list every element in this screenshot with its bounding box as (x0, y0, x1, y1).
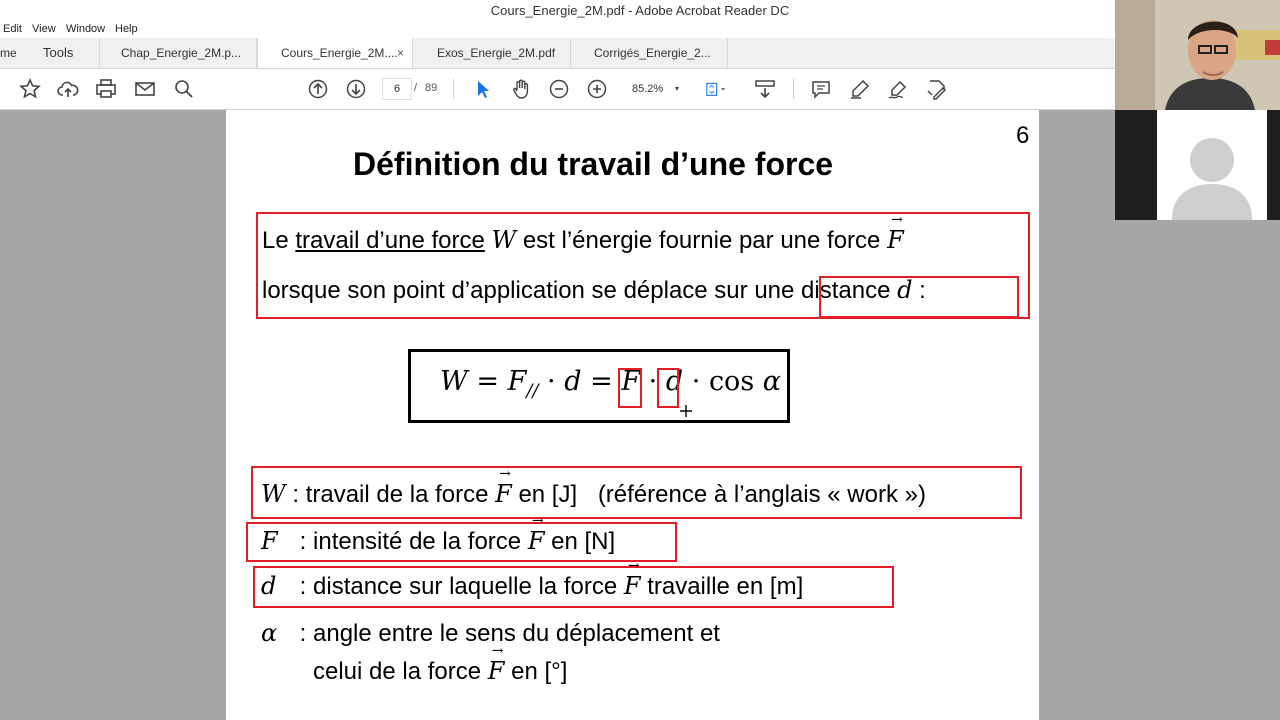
legend-w-note: (référence à l’anglais « work ») (597, 481, 926, 508)
zoom-dropdown[interactable] (621, 79, 685, 99)
force-vector-symbol (527, 513, 545, 555)
webcam-video-participant (1115, 110, 1280, 220)
window-title-bar (0, 0, 1280, 21)
formula-equals: = (476, 366, 499, 397)
menu-window[interactable]: Window (66, 23, 106, 35)
distance-highlight-box (819, 276, 1019, 318)
formula-dot: · (547, 366, 556, 397)
legend-d-unit: travaille en [m] (647, 573, 804, 600)
fill-sign-icon[interactable] (924, 77, 948, 101)
menu-view[interactable]: View (32, 23, 56, 35)
force-vector-symbol (623, 558, 641, 600)
definition-le: Le (262, 227, 289, 254)
email-icon[interactable] (133, 77, 157, 101)
menu-bar (0, 21, 1280, 38)
vector-arrow: → (891, 212, 903, 228)
formula-cos: cos (708, 366, 755, 397)
legend-alpha-text: : angle entre le sens du déplacement et (299, 620, 720, 647)
print-icon[interactable] (94, 77, 118, 101)
formula-parallel-subscript: // (526, 380, 539, 402)
formula-dot: · (691, 366, 701, 397)
zoom-value: 85.2% (632, 83, 664, 95)
legend-alpha-symbol: α (261, 619, 278, 647)
next-page-icon[interactable] (344, 77, 368, 101)
vector-arrow: → (491, 643, 504, 659)
tab-corriges-energie-label: Corrigés_Energie_2... (594, 46, 711, 60)
legend-w-unit: en [J] (518, 481, 578, 508)
toolbar-divider (793, 79, 794, 99)
force-vector-symbol (495, 466, 512, 508)
legend-d-symbol: d (261, 572, 277, 600)
vector-arrow: → (499, 466, 511, 482)
menu-help[interactable]: Help (115, 23, 138, 35)
formula-d-boxed: d (665, 366, 684, 397)
legend-w-symbol: W (261, 480, 286, 508)
tab-cours-energie-label: Cours_Energie_2M.... (281, 46, 398, 60)
tab-tools-label: Tools (43, 45, 74, 60)
definition-distance: une distance (754, 277, 891, 304)
toolbar-divider (453, 79, 454, 99)
legend-distance (261, 558, 804, 601)
definition-text: est l’énergie fournie par une force (522, 227, 881, 254)
slide-title: Définition du travail d’une force (353, 146, 834, 182)
search-icon[interactable] (172, 77, 196, 101)
hand-tool-icon[interactable] (509, 77, 533, 101)
force-vector-letter: F (623, 572, 641, 600)
vector-arrow: → (627, 558, 640, 574)
definition-colon: : (919, 277, 926, 304)
tab-corriges-energie[interactable] (571, 38, 728, 68)
work-formula (440, 366, 781, 401)
legend-f-text: : intensité de la force (299, 528, 522, 555)
upload-cloud-icon[interactable] (56, 77, 80, 101)
menu-edit[interactable]: Edit (3, 23, 22, 35)
legend-work (261, 466, 926, 509)
formula-f-parallel: F (507, 366, 527, 397)
participant-avatar (1115, 110, 1280, 220)
formula-d: d (564, 366, 582, 397)
highlight-pen-icon[interactable] (848, 77, 872, 101)
force-vector-letter: F (495, 480, 512, 508)
tab-exos-energie[interactable] (413, 38, 571, 68)
legend-d-text: : distance sur laquelle la force (299, 573, 618, 600)
fit-page-icon[interactable] (704, 77, 738, 101)
d-highlight-box (657, 368, 679, 408)
definition-term: travail d’une force (295, 227, 485, 254)
tab-home-label: me (0, 46, 17, 60)
formula-equals: = (590, 366, 613, 397)
formula-alpha: α (762, 366, 781, 397)
legend-angle (261, 619, 720, 648)
force-vector-letter: F (527, 527, 545, 555)
tab-exos-energie-label: Exos_Energie_2M.pdf (437, 46, 556, 60)
previous-page-icon[interactable] (306, 77, 330, 101)
page-total: 89 (425, 82, 438, 94)
force-highlight-box (618, 368, 642, 408)
force-vector-letter: F (487, 657, 505, 685)
legend-f-unit: en [N] (551, 528, 616, 555)
definition-symbol-w: W (491, 226, 517, 254)
legend-f-symbol: F (261, 527, 278, 555)
legend-alpha-text-2: celui de la force (313, 658, 482, 685)
page-number-input[interactable]: 6 (382, 78, 412, 100)
zoom-chevron-down-icon: ▾ (675, 84, 680, 93)
tab-tools[interactable] (30, 38, 100, 68)
tab-cours-energie[interactable] (257, 38, 413, 68)
tab-home[interactable] (0, 38, 30, 68)
definition-symbol-d: d (897, 276, 913, 304)
definition-line-2-text: lorsque son point d’application se déplace sur (262, 277, 748, 304)
select-cursor-icon[interactable] (470, 77, 494, 101)
tab-bar (0, 38, 1280, 69)
scroll-mode-icon[interactable] (753, 77, 777, 101)
force-vector-symbol (887, 212, 904, 254)
tab-chap-energie[interactable] (100, 38, 257, 68)
webcam-video-presenter (1115, 0, 1280, 110)
legend-alpha-unit: en [°] (511, 658, 568, 685)
crosshair-cursor-icon (680, 404, 692, 416)
legend-force (261, 513, 616, 556)
force-vector-letter: F (887, 226, 904, 254)
comment-icon[interactable] (809, 77, 833, 101)
bookmark-star-icon[interactable] (18, 77, 42, 101)
tab-chap-energie-label: Chap_Energie_2M.p... (121, 46, 242, 60)
draw-sign-icon[interactable] (886, 77, 910, 101)
legend-w-text: : travail de la force (292, 481, 489, 508)
formula-dot: · (648, 366, 658, 397)
zoom-in-icon[interactable] (585, 77, 609, 101)
window-title: Cours_Energie_2M.pdf - Adobe Acrobat Reader DC (490, 3, 790, 18)
formula-w: W (440, 366, 468, 397)
close-tab-icon[interactable]: × (396, 46, 404, 60)
presenter-video-frame (1115, 0, 1280, 110)
vector-arrow: → (531, 513, 544, 529)
slide-page-number: 6 (1016, 122, 1030, 149)
definition-line-1 (262, 212, 904, 255)
formula-f: F (621, 366, 641, 397)
zoom-out-icon[interactable] (547, 77, 571, 101)
legend-angle-line-2 (313, 643, 568, 686)
page-separator: / (414, 82, 418, 94)
force-vector-symbol (487, 643, 505, 685)
